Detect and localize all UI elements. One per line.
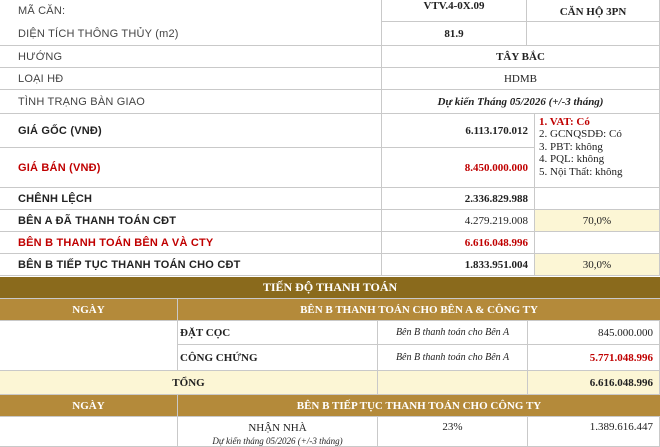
section2-header-row	[0, 395, 660, 417]
paid-label: BÊN A ĐÃ THANH TOÁN CĐT	[0, 210, 382, 232]
direction-row	[0, 46, 660, 68]
b-continues-pct: 30,0%	[535, 254, 660, 276]
unit-code: VTV.4-0X.09	[382, 0, 527, 22]
notary-row	[0, 345, 660, 371]
unit-code-row	[0, 0, 660, 22]
diff-value: 2.336.829.988	[382, 188, 535, 210]
day-header-2: NGÀY	[0, 395, 178, 417]
area-value: 81.9	[382, 22, 527, 46]
notary-name: CÔNG CHỨNG	[178, 345, 378, 371]
notary-amount: 5.771.048.996	[528, 345, 660, 371]
note-pbt: 3. PBT: không	[539, 140, 603, 153]
handover-pay-name-cell	[178, 417, 378, 447]
section1-header-row	[0, 299, 660, 321]
total-row	[0, 371, 660, 395]
orig-price-label: GIÁ GỐC (VNĐ)	[0, 114, 382, 148]
schedule-title-row	[0, 277, 660, 299]
deposit-amount: 845.000.000	[528, 321, 660, 345]
unit-code-label: MÃ CĂN:	[0, 0, 382, 22]
b-pays-empty	[535, 232, 660, 254]
note-pql: 4. PQL: không	[539, 153, 605, 166]
contract-label: LOẠI HĐ	[0, 68, 382, 90]
orig-price-value: 6.113.170.012	[382, 114, 535, 148]
handover-pay-amount: 1.389.616.447	[528, 417, 660, 447]
b-pays-row	[0, 232, 660, 254]
b-continues-row	[0, 254, 660, 276]
handover-label: TÌNH TRẠNG BÀN GIAO	[0, 90, 382, 114]
deposit-desc: Bên B thanh toán cho Bên A	[378, 321, 528, 345]
section2-header: BÊN B TIẾP TỤC THANH TOÁN CHO CÔNG TY	[178, 395, 660, 417]
area-label: DIỆN TÍCH THÔNG THỦY (m2)	[0, 22, 382, 46]
total-label: TỔNG	[0, 371, 378, 395]
deposit-row	[0, 321, 660, 345]
deposit-name: ĐẶT CỌC	[178, 321, 378, 345]
sell-price-value: 8.450.000.000	[382, 148, 535, 188]
handover-pay-name: NHẬN NHÀ	[248, 422, 307, 434]
day-header: NGÀY	[0, 299, 178, 321]
notes-box	[535, 114, 660, 188]
sell-price-label: GIÁ BÁN (VNĐ)	[0, 148, 382, 188]
handover-pay-pct: 23%	[378, 417, 528, 447]
handover-row	[0, 90, 660, 114]
note-vat: 1. VAT: Có	[539, 116, 590, 128]
direction-label: HƯỚNG	[0, 46, 382, 68]
section1-header: BÊN B THANH TOÁN CHO BÊN A & CÔNG TY	[178, 299, 660, 321]
paid-pct: 70,0%	[535, 210, 660, 232]
contract-value: HDMB	[382, 68, 660, 90]
b-continues-label: BÊN B TIẾP TỤC THANH TOÁN CHO CĐT	[0, 254, 382, 276]
b-continues-value: 1.833.951.004	[382, 254, 535, 276]
handover-pay-sub: Dự kiến tháng 05/2026 (+/-3 tháng)	[212, 436, 343, 446]
schedule-title: TIẾN ĐỘ THANH TOÁN	[0, 277, 660, 299]
contract-row	[0, 68, 660, 90]
diff-empty	[535, 188, 660, 210]
b-pays-label: BÊN B THANH TOÁN BÊN A VÀ CTY	[0, 232, 382, 254]
area-empty	[527, 22, 660, 46]
notary-desc: Bên B thanh toán cho Bên A	[378, 345, 528, 371]
total-spacer	[378, 371, 528, 395]
diff-label: CHÊNH LỆCH	[0, 188, 382, 210]
unit-type: CĂN HỘ 3PN	[527, 0, 660, 22]
paid-row	[0, 210, 660, 232]
diff-row	[0, 188, 660, 210]
paid-value: 4.279.219.008	[382, 210, 535, 232]
total-value: 6.616.048.996	[528, 371, 660, 395]
note-gcn: 2. GCNQSDĐ: Có	[539, 128, 622, 141]
area-row	[0, 22, 660, 46]
handover-value: Dự kiến Tháng 05/2026 (+/-3 tháng)	[382, 90, 660, 114]
handover-pay-day	[0, 417, 178, 447]
handover-pay-row	[0, 417, 660, 447]
note-furniture: 5. Nội Thất: không	[539, 165, 623, 178]
direction-value: TÂY BẮC	[382, 46, 660, 68]
b-pays-value: 6.616.048.996	[382, 232, 535, 254]
